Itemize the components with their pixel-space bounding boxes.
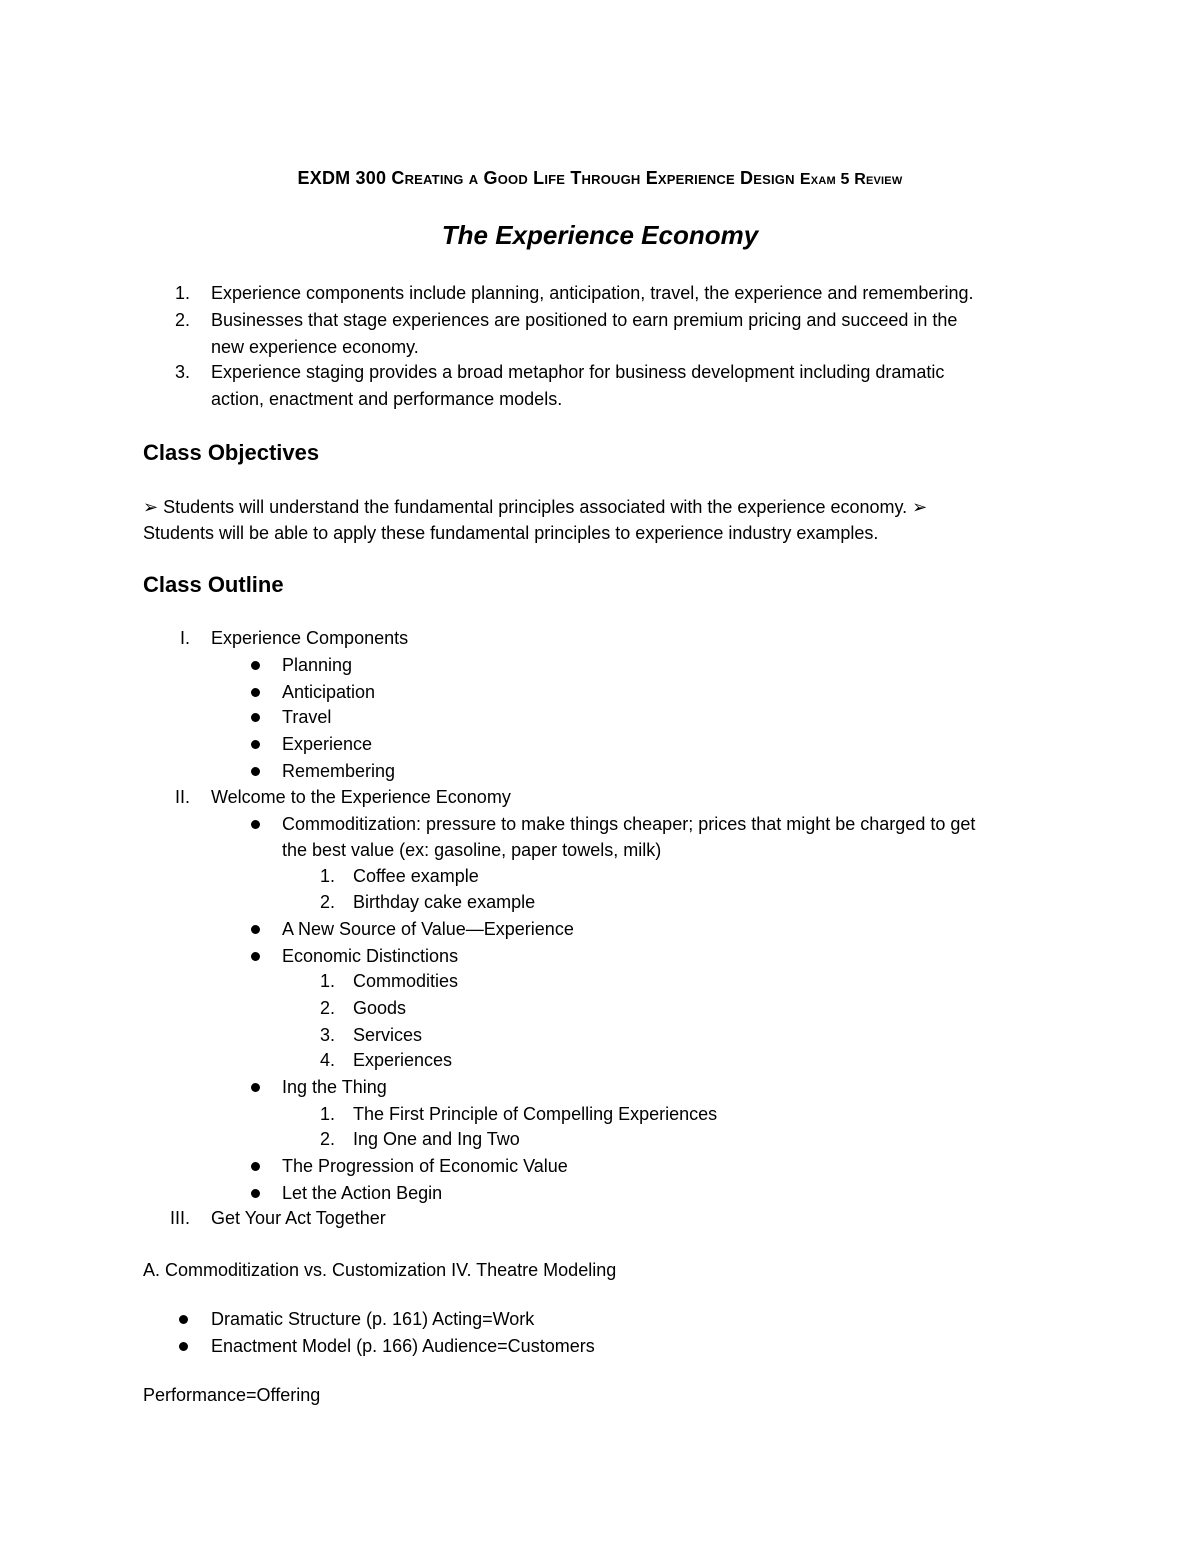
roman-numeral: III.: [169, 1208, 190, 1228]
outline-bullet: The Progression of Economic Value: [282, 1156, 568, 1176]
outline-bullet: Planning: [282, 655, 353, 675]
bullet-icon: [251, 713, 260, 722]
course-title: [0, 168, 1200, 189]
closing-line: Performance=Offering: [143, 1385, 321, 1405]
bullet-icon: [251, 1162, 260, 1171]
list-item-continuation: action, enactment and performance models.: [211, 389, 563, 409]
bullet-icon: [179, 1342, 188, 1351]
outline-bullet: A New Source of Value—Experience: [282, 919, 574, 939]
outline-subitem: Ing One and Ing Two: [353, 1129, 520, 1149]
bullet-icon: [251, 688, 260, 697]
theatre-bullet: Dramatic Structure (p. 161) Acting=Work: [211, 1309, 535, 1329]
outline-subitem: Birthday cake example: [353, 892, 536, 912]
exam-label: Exam 5 Review: [799, 171, 903, 188]
sub-number: 2.: [319, 998, 335, 1018]
sub-number: 2.: [319, 1129, 335, 1149]
outline-bullet: Experience: [282, 734, 373, 754]
sub-number: 2.: [319, 892, 335, 912]
outline-subitem: The First Principle of Compelling Experiences: [353, 1104, 718, 1124]
bullet-icon: [251, 925, 260, 934]
course-name: Creating a Good Life Through Experience Design: [391, 168, 800, 188]
outline-bullet: Let the Action Begin: [282, 1183, 443, 1203]
document-subtitle: The Experience Economy: [441, 220, 759, 250]
course-code: EXDM 300: [297, 168, 392, 188]
outline-section-title: Welcome to the Experience Economy: [211, 787, 511, 807]
sub-number: 1.: [319, 971, 335, 991]
roman-numeral: I.: [179, 628, 190, 648]
objectives-text: ➢ Students will understand the fundamental principles associated with the experience economy. ➢: [143, 497, 928, 517]
outline-subitem: Commodities: [353, 971, 459, 991]
list-item: Experience components include planning, anticipation, travel, the experience and remembering.: [211, 283, 974, 303]
list-item: Businesses that stage experiences are positioned to earn premium pricing and succeed in the: [211, 310, 958, 330]
outline-bullet: Ing the Thing: [282, 1077, 387, 1097]
objectives-text: Students will be able to apply these fundamental principles to experience industry examples.: [143, 523, 879, 543]
outline-heading: Class Outline: [143, 572, 284, 597]
bullet-icon: [251, 740, 260, 749]
sub-number: 1.: [319, 866, 335, 886]
roman-numeral: II.: [174, 787, 190, 807]
bullet-icon: [251, 952, 260, 961]
section-a-line: A. Commoditization vs. Customization IV. Theatre Modeling: [143, 1260, 617, 1280]
list-item: Experience staging provides a broad metaphor for business development including dramatic: [211, 362, 945, 382]
sub-number: 3.: [319, 1025, 335, 1045]
bullet-icon: [179, 1315, 188, 1324]
theatre-bullet: Enactment Model (p. 166) Audience=Customers: [211, 1336, 595, 1356]
outline-subitem: Services: [353, 1025, 423, 1045]
bullet-icon: [251, 1189, 260, 1198]
outline-bullet: Anticipation: [282, 682, 376, 702]
list-number: 2.: [174, 310, 190, 330]
bullet-icon: [251, 661, 260, 670]
outline-section-title: Get Your Act Together: [211, 1208, 386, 1228]
sub-number: 4.: [319, 1050, 335, 1070]
outline-subitem: Coffee example: [353, 866, 479, 886]
bullet-icon: [251, 1083, 260, 1092]
list-number: 1.: [174, 283, 190, 303]
sub-number: 1.: [319, 1104, 335, 1124]
objectives-heading: Class Objectives: [143, 440, 320, 465]
bullet-icon: [251, 767, 260, 776]
outline-subitem: Experiences: [353, 1050, 453, 1070]
bullet-icon: [251, 820, 260, 829]
outline-bullet: Travel: [282, 707, 332, 727]
list-item-continuation: new experience economy.: [211, 337, 419, 357]
outline-bullet: Economic Distinctions: [282, 946, 459, 966]
outline-bullet: Remembering: [282, 761, 396, 781]
outline-subitem: Goods: [353, 998, 407, 1018]
list-number: 3.: [174, 362, 190, 382]
outline-bullet: Commoditization: pressure to make things cheaper; prices that might be charged to get: [282, 814, 976, 834]
outline-bullet-continuation: the best value (ex: gasoline, paper towels, milk): [282, 840, 662, 860]
outline-section-title: Experience Components: [211, 628, 409, 648]
